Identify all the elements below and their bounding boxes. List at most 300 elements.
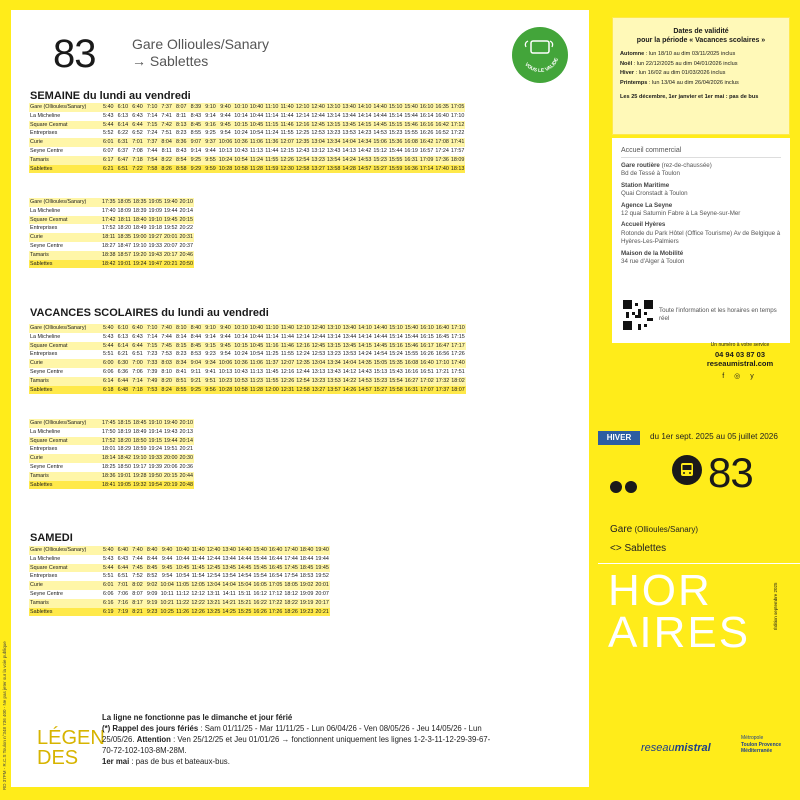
departure-time: 15:24 [389,351,403,358]
departure-time: 13:43 [326,147,341,154]
departure-time: 16:08 [404,360,419,367]
train-icon [625,481,637,493]
stop-name: Tamaris [29,156,101,165]
departure-time: 19:40 [164,199,178,205]
stop-name: Entreprises [29,445,101,454]
departure-time: 8:40 [145,546,160,555]
departure-time: 15:45 [253,564,267,571]
departure-time: 15:10 [389,325,403,331]
departure-time: 16:56 [435,351,450,358]
departure-time: 18:57 [117,251,131,258]
stop-name: Sablettes [29,165,101,174]
departure-time: 15:25 [237,608,252,615]
departure-time: 10:15 [234,342,248,349]
departure-time: 18:47 [117,242,131,249]
departure-time: 17:42 [102,216,116,223]
departure-time: 19:54 [148,481,162,488]
departure-time: 10:24 [218,156,233,163]
table-row [29,572,330,581]
validation-badge [512,27,568,83]
departure-time: 14:43 [358,368,372,375]
departure-time: 8:20 [159,377,174,386]
departure-time: 13:10 [327,325,341,331]
departure-time: 10:40 [249,104,264,110]
departure-time: 13:54 [326,156,341,163]
departure-time: 7:23 [145,350,160,359]
departure-time: 11:44 [280,112,294,119]
departure-time: 20:44 [179,472,193,479]
departure-time: 6:06 [101,368,116,377]
departure-time: 8:10 [174,324,189,333]
departure-time: 16:47 [435,342,450,349]
departure-time: 15:27 [373,165,387,172]
table-row [29,454,194,463]
departure-time: 14:45 [373,342,388,349]
departure-time: 6:44 [130,121,145,130]
departure-time: 7:44 [145,147,160,156]
departure-time: 6:40 [130,103,145,112]
departure-time: 16:36 [404,165,418,172]
contact-box [690,340,790,395]
departure-time: 7:24 [145,129,160,138]
departure-time: 12:44 [296,368,310,375]
departure-time: 16:10 [419,104,434,110]
departure-time: 15:55 [388,156,403,163]
departure-time: 7:42 [159,121,174,130]
stop-name: Seyne Centre [29,147,101,156]
departure-time: 19:14 [148,428,162,435]
departure-time: 15:11 [238,590,252,597]
departure-time: 16:26 [420,351,434,358]
timetable-table [29,198,194,268]
departure-time: 12:16 [296,342,310,349]
departure-time: 11:55 [265,156,279,163]
departure-time: 7:39 [145,368,160,377]
departure-time: 12:43 [295,147,310,154]
departure-time: 6:37 [116,147,131,156]
departure-time: 17:35 [102,199,116,205]
departure-time: 20:14 [179,207,193,214]
departure-time: 16:40 [435,325,450,331]
departure-time: 16:15 [420,333,434,340]
bike-icon [610,481,622,493]
departure-time: 13:04 [311,139,325,146]
social-icons[interactable]: f ◎ y [722,373,758,380]
stop-name: Gare (Ollioules/Sanary) [29,103,101,112]
departure-time: 17:05 [450,104,465,110]
departure-time: 20:19 [164,481,178,488]
departure-time: 14:53 [358,377,372,384]
departure-time: 19:33 [148,455,162,462]
departure-time: 8:10 [159,368,174,377]
departure-time: 18:15 [117,420,131,426]
departure-time: 13:27 [311,386,326,393]
departure-time: 16:57 [419,147,434,154]
table-row [29,103,465,112]
table-row [29,564,330,573]
stop-name: Square Cesmat [29,564,101,573]
table-row [29,147,465,156]
departure-time: 18:42 [102,260,116,267]
departure-time: 15:36 [388,139,403,146]
departure-time: 8:45 [189,342,204,351]
departure-time: 14:28 [342,165,356,172]
office-location: Agence La Seyne 12 quai Saturnin Fabre à La Seyne-sur-Mer [621,201,741,218]
departure-time: 6:22 [116,129,131,138]
departure-time: 14:45 [237,564,252,571]
departure-time: 19:10 [133,455,147,462]
departure-time: 16:35 [435,104,449,110]
stop-name: Sablettes [29,481,101,490]
departure-time: 15:59 [388,165,403,172]
departure-time: 15:40 [404,104,418,110]
departure-time: 19:09 [148,207,162,214]
departure-time: 7:01 [130,138,145,147]
departure-time: 9:16 [203,121,218,130]
departure-time: 10:54 [175,573,190,580]
stop-name: Tamaris [29,599,101,608]
website-link[interactable]: reseaumistral.com [706,359,774,368]
departure-time: 14:25 [222,608,236,615]
departure-time: 13:45 [342,342,357,349]
departure-time: 20:07 [315,590,329,597]
departure-time: 16:45 [435,333,450,340]
departure-time: 11:23 [249,377,264,384]
departure-time: 18:02 [451,377,465,384]
stop-name: Seyne Centre [29,368,101,377]
departure-time: 15:46 [404,121,418,128]
table-row [29,419,194,428]
departure-time: 12:12 [191,590,205,597]
departure-time: 12:26 [280,156,294,163]
office-location: Gare routière (rez-de-chaussée) Bd de Tessé à Toulon [621,162,712,178]
departure-time: 6:30 [116,359,131,368]
validity-title2: pour la période « Vacances scolaires » [636,37,766,44]
route-destination: → Sablettes [132,53,209,69]
departure-time: 15:35 [389,360,403,367]
stop-name: La Micheline [29,112,101,121]
departure-time: 19:09 [299,590,314,597]
departure-time: 19:43 [148,251,162,258]
departure-time: 5:43 [101,555,116,564]
departure-time: 9:40 [218,324,234,333]
departure-time: 13:11 [207,590,221,597]
departure-time: 12:40 [311,104,325,110]
departure-time: 6:06 [101,590,116,599]
departure-time: 19:05 [117,481,131,488]
departure-time: 17:10 [435,360,450,367]
departure-time: 17:51 [451,368,465,375]
departure-time: 12:07 [280,360,295,367]
timetable-table [29,324,466,394]
departure-time: 13:40 [342,325,357,331]
departure-time: 18:12 [284,590,298,597]
timetable-table [29,546,330,616]
departure-time: 16:26 [419,130,434,137]
departure-time: 9:25 [189,386,204,395]
departure-time: 10:21 [160,599,174,606]
departure-time: 18:50 [133,437,147,444]
departure-time: 20:37 [179,242,193,249]
departure-time: 5:51 [101,350,116,359]
departure-time: 7:58 [145,165,160,174]
departure-time: 16:31 [404,156,418,163]
departure-time: 14:10 [357,104,372,110]
departure-time: 13:53 [327,377,341,384]
departure-time: 18:40 [299,547,314,553]
departure-time: 6:43 [116,555,131,564]
departure-time: 14:45 [373,121,387,128]
departure-time: 8:11 [159,147,174,156]
departure-time: 15:16 [389,342,403,349]
departure-time: 5:43 [101,333,116,342]
departure-time: 14:57 [357,165,372,172]
departure-time: 8:51 [174,377,189,386]
stop-name: Curie [29,359,101,368]
departure-time: 9:14 [203,112,218,121]
departure-time: 12:53 [311,351,326,358]
stop-name: Entreprises [29,572,101,581]
departure-time: 11:59 [265,165,279,172]
departure-time: 14:13 [342,147,356,154]
departure-time: 14:34 [357,139,372,146]
departure-time: 8:07 [174,103,189,112]
departure-time: 18:27 [102,242,116,249]
departure-time: 15:06 [373,139,387,146]
departure-time: 9:56 [203,386,218,395]
departure-time: 10:06 [218,139,233,146]
departure-time: 12:44 [206,555,221,562]
phone-number[interactable]: 04 94 03 87 03 [714,350,766,359]
departure-time: 7:37 [159,103,174,112]
departure-time: 15:14 [389,333,403,340]
departure-time: 6:43 [130,333,145,342]
departure-time: 17:09 [419,156,434,163]
stop-name: Square Cesmat [29,216,101,225]
departure-time: 12:54 [296,377,310,384]
table-row [29,198,194,207]
departure-time: 6:48 [116,386,131,395]
stop-name: Seyne Centre [29,242,101,251]
table-row [29,555,330,564]
departure-time: 11:44 [280,333,295,340]
departure-time: 11:54 [191,573,205,580]
departure-time: 7:33 [145,359,160,368]
departure-time: 9:37 [203,138,218,147]
stop-name: Entreprises [29,224,101,233]
departure-time: 20:30 [179,455,193,462]
departure-time: 16:19 [404,147,418,154]
stop-name: Seyne Centre [29,590,101,599]
route-panel-origin: Gare (Ollioules/Sanary) [610,524,699,535]
departure-time: 7:41 [159,112,174,121]
departure-time: 19:23 [299,608,314,615]
departure-time: 10:10 [234,104,248,110]
departure-time: 10:36 [234,360,248,367]
departure-time: 8:53 [189,350,204,359]
departure-time: 17:40 [102,207,116,214]
badge-text: VOUS LE VALIDE [523,57,561,74]
office-location: Station Maritime Quai Cronstadt à Toulon [621,181,688,198]
departure-time: 20:00 [164,455,178,462]
stop-name: Gare (Ollioules/Sanary) [29,419,101,428]
departure-time: 10:43 [234,147,248,154]
departure-time: 10:25 [160,608,174,615]
departure-time: 11:14 [265,333,279,340]
departure-time: 10:13 [218,368,233,375]
departure-time: 12:25 [295,130,310,137]
departure-time: 17:10 [450,112,465,119]
departure-time: 7:18 [130,386,145,395]
table-row [29,121,465,130]
departure-time: 5:40 [101,546,116,555]
table-row [29,156,465,165]
departure-time: 10:45 [249,121,264,128]
departure-time: 14:14 [357,112,372,119]
departure-time: 14:11 [222,590,236,597]
table-row [29,251,194,260]
departure-time: 11:06 [249,139,264,146]
table-row [29,359,466,368]
departure-time: 7:49 [145,377,160,386]
departure-time: 7:22 [130,165,145,174]
qr-code-icon[interactable] [623,300,653,330]
departure-time: 15:40 [404,325,419,331]
departure-time: 13:14 [327,333,341,340]
departure-time: 16:42 [435,121,449,128]
departure-time: 13:44 [342,112,356,119]
stop-name: Square Cesmat [29,121,101,130]
departure-time: 12:54 [295,156,310,163]
departure-time: 9:14 [203,333,218,342]
departure-time: 11:22 [176,599,190,606]
departure-time: 16:26 [253,608,267,615]
departure-time: 11:28 [249,165,264,172]
departure-time: 19:17 [133,463,147,470]
departure-time: 7:18 [130,156,145,165]
departure-time: 12:45 [206,564,221,571]
reseau-mistral-logo: reseaumistral [641,742,711,754]
departure-time: 7:14 [145,112,160,121]
departure-time: 20:15 [179,216,193,223]
departure-time: 19:32 [133,481,147,488]
departure-time: 11:10 [265,325,279,331]
departure-time: 7:14 [130,377,145,386]
departure-time: 14:04 [222,582,236,589]
departure-time: 14:23 [357,130,372,137]
stop-name: Curie [29,581,101,590]
departure-time: 13:58 [326,165,341,172]
departure-time: 5:40 [101,103,116,112]
season-dates: du 1er sept. 2025 au 05 juillet 2026 [650,432,778,441]
departure-time: 8:11 [174,112,189,121]
departure-time: 20:01 [315,582,329,589]
departure-time: 17:40 [284,547,298,553]
departure-time: 7:01 [116,581,131,590]
departure-time: 13:13 [311,368,326,375]
stop-name: Gare (Ollioules/Sanary) [29,324,101,333]
departure-time: 6:21 [116,350,131,359]
departure-time: 9:15 [203,342,218,351]
departure-time: 13:44 [342,333,357,340]
departure-time: 18:20 [117,437,131,444]
departure-time: 11:40 [280,104,294,110]
departure-time: 20:17 [164,251,178,258]
stop-name: La Micheline [29,333,101,342]
departure-time: 20:46 [179,251,193,258]
departure-time: 12:00 [265,386,279,393]
table-row [29,112,465,121]
departure-time: 11:46 [280,342,295,349]
departure-time: 11:55 [265,377,279,384]
office-location: Accueil Hyères Rotonde du Park Hôtel (Office Tourisme) Av de Belgique à Hyères-Les-Palmiers [621,221,781,246]
departure-time: 6:52 [130,129,145,138]
stop-name: Square Cesmat [29,342,101,351]
validity-title1: Dates de validité [673,28,729,35]
departure-time: 12:14 [296,333,310,340]
departure-time: 7:08 [130,147,145,156]
departure-time: 9:04 [189,359,204,368]
departure-time: 19:10 [148,420,162,426]
departure-time: 12:26 [191,608,205,615]
departure-time: 14:40 [373,325,388,331]
departure-time: 14:04 [342,360,357,367]
departure-time: 7:53 [159,350,174,359]
table-row [29,368,466,377]
departure-time: 9:45 [218,121,234,130]
departure-time: 19:01 [117,472,131,479]
departure-time: 15:27 [373,386,388,393]
departure-time: 12:10 [296,325,310,331]
validity-item: Printemps : lun 13/04 au dim 26/04/2026 inclus [620,79,739,86]
departure-time: 10:45 [175,564,190,571]
departure-time: 6:40 [130,324,145,333]
departure-time: 10:54 [249,130,264,137]
departure-time: 20:10 [179,420,193,426]
table-row [29,324,466,333]
table-row [29,242,194,251]
departure-time: 18:59 [133,446,147,453]
departure-time: 7:15 [145,121,160,130]
departure-time: 6:18 [101,386,116,395]
departure-time: 9:11 [189,368,204,377]
departure-time: 20:48 [179,481,193,488]
departure-time: 12:53 [311,130,325,137]
departure-time: 19:02 [299,582,314,589]
departure-time: 18:09 [117,207,131,214]
departure-time: 8:23 [174,129,189,138]
departure-time: 8:44 [189,333,204,342]
stop-name: Curie [29,454,101,463]
departure-time: 11:10 [265,104,279,110]
departure-time: 19:44 [164,437,178,444]
table-row [29,428,194,437]
departure-time: 8:26 [159,165,174,174]
departure-time: 15:40 [253,547,267,553]
departure-time: 11:05 [176,582,190,589]
table-row [29,463,194,472]
departure-time: 13:40 [342,104,356,110]
departure-time: 14:35 [358,360,372,367]
route-origin: Gare Ollioules/Sanary [132,36,269,52]
season-badge: HIVER [598,431,640,445]
departure-time: 18:35 [117,234,131,241]
departure-time: 13:44 [222,555,236,562]
departure-time: 14:40 [237,547,252,553]
accessibility-icons [610,480,640,498]
departure-time: 13:57 [327,386,341,393]
validity-item: Noël : lun 22/12/2025 au dim 04/01/2026 inclus [620,60,738,67]
